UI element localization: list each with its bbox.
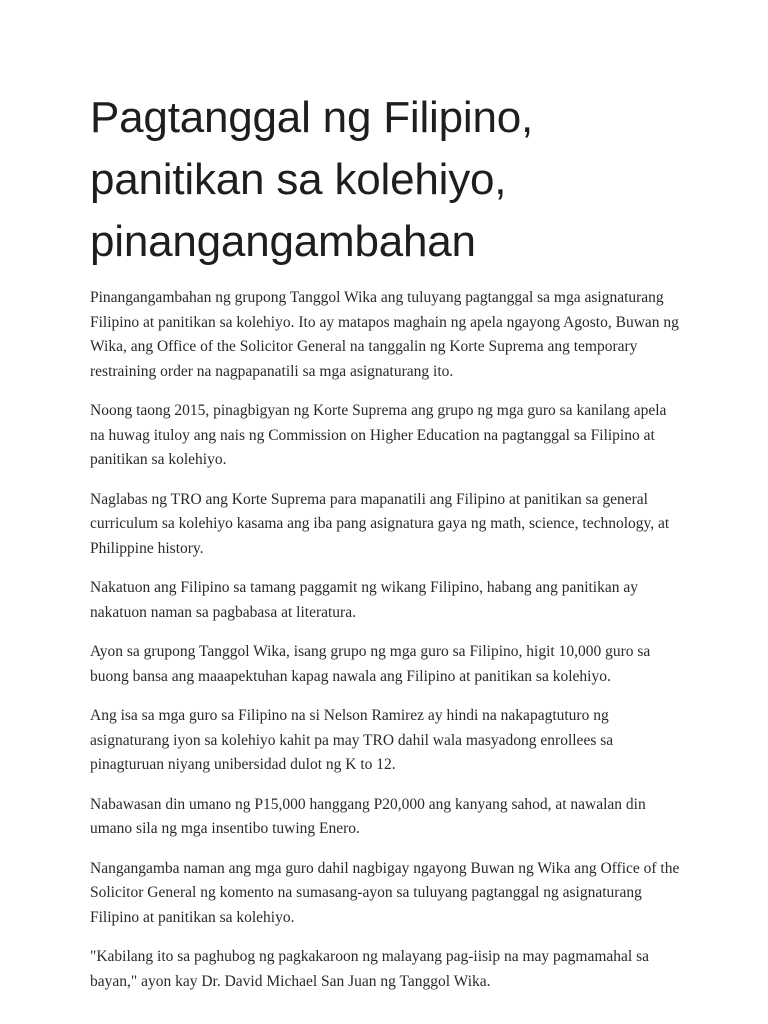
paragraph: Nabawasan din umano ng P15,000 hanggang P20,000 ang kanyang sahod, at nawalan din umano sila ng mga insentibo tuwing Enero. <box>90 795 646 837</box>
paragraph: Ang isa sa mga guro sa Filipino na si Nelson Ramirez ay hindi na nakapagtuturo ng asignaturang iyon sa kolehiyo kahit pa may TRO dahil wala masyadong enrollees sa pinagturuan niyang unibersidad dulot ng K to 12. <box>90 707 614 773</box>
paragraph: Naglabas ng TRO ang Korte Suprema para mapanatili ang Filipino at panitikan sa general curriculum sa kolehiyo kasama ang iba pang asignatura gaya ng math, science, technology, at Philippine history. <box>90 490 670 557</box>
paragraph: Pinangangambahan ng grupong Tanggol Wika ang tuluyang pagtanggal sa mga asignaturang Filipino at panitikan sa kolehiyo. Ito ay matapos maghain ng apela ngayong Agosto, Buwan ng Wika, ang Office of the Solicitor General na tanggalin ng Korte Suprema ang temporary restraining order na nagpapanatili sa mga asignaturang ito. <box>90 289 679 380</box>
paragraph: Ayon sa grupong Tanggol Wika, isang grupo ng mga guro sa Filipino, higit 10,000 guro sa buong bansa ang maaapektuhan kapag nawala ang Filipino at panitikan sa kolehiyo. <box>90 643 651 685</box>
paragraph: Noong taong 2015, pinagbigyan ng Korte Suprema ang grupo ng mga guro sa kanilang apela na huwag ituloy ang nais ng Commission on Higher Education na pagtanggal sa Filipino at panitikan sa kolehiyo. <box>90 402 667 468</box>
article-title: Pagtanggal ng Filipino, panitikan sa kolehiyo, pinangangambahan <box>90 93 534 266</box>
paragraph: Nakatuon ang Filipino sa tamang paggamit ng wikang Filipino, habang ang panitikan ay nakatuon naman sa pagbabasa at literatura. <box>90 579 638 621</box>
article-body <box>90 286 682 1009</box>
paragraph: Nangangamba naman ang mga guro dahil nagbigay ngayong Buwan ng Wika ang Office of the Solicitor General ng komento na sumasang-ayon sa tuluyang pagtanggal ng asignaturang Filipino at panitikan sa kolehiyo. <box>90 859 680 926</box>
paragraph: "Kabilang ito sa paghubog ng pagkakaroon ng malayang pag-iisip na may pagmamahal sa bayan," ayon kay Dr. David Michael San Juan ng Tanggol Wika. <box>90 948 650 990</box>
